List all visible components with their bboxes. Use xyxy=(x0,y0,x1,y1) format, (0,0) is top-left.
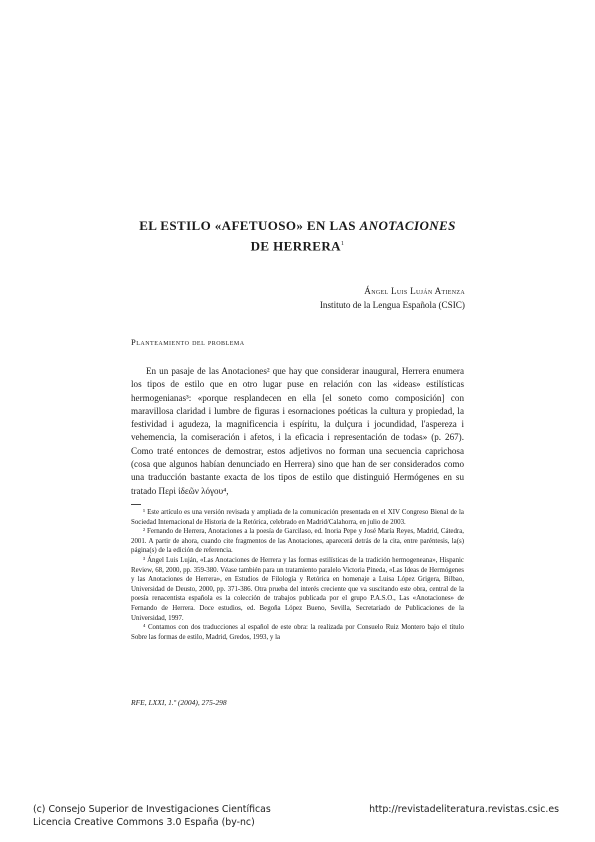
title-line-1: EL ESTILO «AFETUOSO» EN LAS ANOTACIONES xyxy=(139,218,456,233)
author-name: Ángel Luis Luján Atienza xyxy=(364,286,465,296)
footnotes xyxy=(131,508,464,642)
footnote-1: ¹ Este artículo es una versión revisada y ampliada de la comunicación presentada en el XIV Congreso Bienal de la Sociedad Internacional de Historia de la Retórica, celebrado en Madrid/Calahorra, en julio de 2003. xyxy=(131,509,464,526)
journal-reference: RFE, LXXI, 1.º (2004), 275-298 xyxy=(131,698,227,707)
footnote-4: ⁴ Contamos con dos traducciones al español de este obra: la realizada por Consuelo Ruiz Montero bajo el título Sobre las formas de estilo, Madrid, Gredos, 1993, y la xyxy=(131,624,464,641)
footnote-3: ³ Ángel Luis Luján, «Las Anotaciones de Herrera y las formas estilísticas de la tradición hermogeneana», Hispanic Review, 68, 2000, pp. 359-380. Véase también para un tratamiento paralelo Victoria Pineda, «Las Ideas de Hermógenes y las Anotaciones de Herrera», en Estudios de Filología y Retórica en homenaje a Luisa López Grigera, Bilbao, Universidad de Deusto, 2000, pp. 371-386. Otra prueba del interés creciente que va suscitando este obra, central de la poesía renacentista española es la colección de trabajos publicada por el grupo P.A.S.O., Las «Anotaciones» de Fernando de Herrera. Doce estudios, ed. Begoña López Bueno, Sevilla, Secretariado de Publicaciones de la Universidad, 1997. xyxy=(131,556,464,622)
section-heading: Planteamiento del problema xyxy=(131,337,245,347)
license-line: Licencia Creative Commons 3.0 España (by-nc) xyxy=(33,817,255,828)
title-line-2: DE HERRERA$^1$ xyxy=(250,238,345,254)
footnote-divider xyxy=(131,504,141,505)
title-footnote-mark: 1 xyxy=(340,241,345,247)
footnote-2: ² Fernando de Herrera, Anotaciones a la poesía de Garcilaso, ed. Inoria Pepe y José María Reyes, Madrid, Cátedra, 2001. A partir de ahora, cuando cite fragmentos de las Anotaciones, aparecerá detrás de la cita, entre paréntesis, la(s) página(s) de la edición de referencia. xyxy=(131,528,464,555)
journal-url[interactable]: http://revistadeliteratura.revistas.csic.es xyxy=(369,804,559,815)
author-affiliation: Instituto de la Lengua Española (CSIC) xyxy=(319,300,465,310)
title-italic-word: ANOTACIONES xyxy=(359,218,456,233)
article-title xyxy=(60,217,535,255)
body-paragraph: En un pasaje de las Anotaciones² que hay que considerar inaugural, Herrera enumera los tipos de estilo que en otro lugar puse en relación con las «ideas» estilísticas hermogenianas³: «porque resplandecen en ella [el soneto como composición] con maravillosa claridad i lumbre de figuras i esornaciones poéticas la cultura y propiedad, la festividad i agudeza, la magnificencia i espíritu, la dulçura i jocundidad, l'aspereza i vehemencia, la comiseración i afetos, i la eficacia i representación de todas» (p. 267). Como traté entonces de demostrar, estos adjetivos no forman una secuencia caprichosa (cosa que algunos habían denunciado en Herrera) sino que han de ser considerados como una traducción bastante exacta de los tipos de estilo que distinguió Hermógenes en su tratado Περὶ ἰδεῶν λόγου⁴, xyxy=(131,366,464,496)
license-footer-left xyxy=(33,803,271,829)
copyright-line: (c) Consejo Superior de Investigaciones Científicas xyxy=(33,804,271,815)
author-block xyxy=(320,284,465,312)
body-text xyxy=(131,365,464,498)
